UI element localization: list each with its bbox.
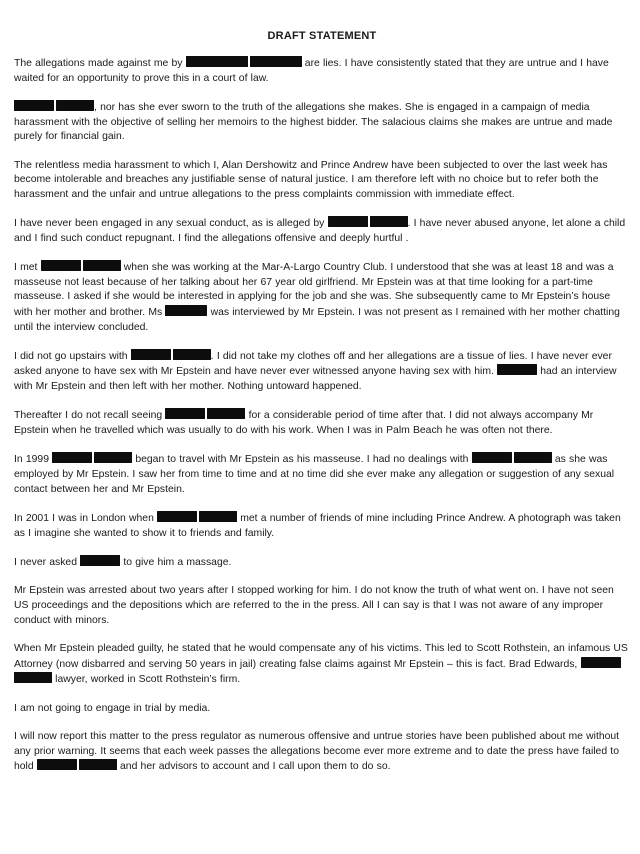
redaction-block: [173, 349, 211, 360]
redaction-block: [83, 260, 121, 271]
redaction-block: [94, 452, 132, 463]
paragraph-text: are lies. I have consistently stated that they are untrue and I have waited for an opportunity to prove this in a court of law.: [14, 58, 609, 84]
paragraph-text: The allegations made against me by: [14, 58, 186, 69]
paragraph-text: was interviewed by Mr Epstein. I was not present as I remained with her mother chatting until the interview concluded.: [14, 306, 620, 333]
statement-paragraph: [14, 511, 630, 541]
paragraph-text: I did not go upstairs with: [14, 350, 131, 362]
statement-paragraph: [14, 100, 630, 145]
paragraph-text: met a number of friends of mine including Prince Andrew. A photograph was taken as I imagine she wanted to show it to friends and family.: [14, 513, 621, 539]
statement-paragraph: [14, 216, 630, 246]
redaction-block: [514, 452, 552, 463]
redaction-block: [165, 408, 205, 419]
paragraph-text: I have never been engaged in any sexual conduct, as is alleged by: [14, 218, 328, 230]
paragraph-text: Thereafter I do not recall seeing: [14, 410, 166, 422]
paragraph-text: I met: [14, 262, 41, 274]
redaction-block: [472, 452, 512, 463]
paragraph-text: When Mr Epstein pleaded guilty, he stated that he would compensate any of his victims. This led to Scott Rothstein, an infamous US Attorney (now disbarred and serving 50 years in jail) creating false claims against Mr Epstein – this is fact. Brad Edwards,: [14, 642, 628, 670]
statement-paragraph: [14, 56, 630, 86]
statement-paragraph: [14, 159, 630, 203]
redaction-block: [14, 672, 52, 683]
redaction-block: [165, 305, 207, 316]
paragraph-text: The relentless media harassment to which I, Alan Dershowitz and Prince Andrew have been subjected to over the last week has become intolerable and breaches any justifiable sense of natural justice. I am therefore left with no choice but to refer both the harassment and the unfair and untrue allegations to the press complaints commission with immediate effect.: [14, 159, 608, 200]
statement-paragraph: [14, 452, 630, 497]
paragraph-text: had an interview with Mr Epstein and then left with her mother. Nothing untoward happened.: [14, 366, 617, 393]
redaction-block: [497, 364, 537, 375]
statement-paragraph: [14, 260, 630, 335]
statement-paragraph: [14, 702, 630, 717]
redaction-block: [157, 511, 197, 522]
redaction-block: [131, 349, 171, 360]
statement-paragraph: [14, 349, 630, 395]
redaction-block: [370, 216, 408, 227]
paragraph-text: began to travel with Mr Epstein as his masseuse. I had no dealings with: [132, 454, 472, 466]
redaction-block: [37, 759, 77, 770]
redaction-block: [328, 216, 368, 227]
paragraph-text: Mr Epstein was arrested about two years after I stopped working for him. I do not know the truth of what went on. I have not seen US proceedings and the depositions which are referred to the in the press. All I can say is that I was not aware of any improper conduct with minors.: [14, 585, 614, 626]
redaction-block: [207, 408, 245, 419]
paragraph-text: In 1999: [14, 454, 53, 466]
paragraph-text: , nor has she ever sworn to the truth of the allegations she makes. She is engaged in a campaign of media harassment with the objective of selling her memoirs to the highest bidder. The salacious claims she makes are untrue and made purely for financial gain.: [14, 101, 613, 143]
paragraph-text: I never asked: [14, 557, 81, 569]
redaction-block: [14, 100, 54, 111]
redaction-block: [52, 452, 92, 463]
paragraph-text: . I did not take my clothes off and her allegations are a tissue of lies. I have never ever asked anyone to have sex with Mr Epstein and have never ever witnessed anyone having sex with him.: [14, 350, 612, 378]
statement-paragraph: [14, 730, 630, 775]
paragraph-text: and her advisors to account and I call upon them to do so.: [116, 761, 391, 773]
paragraph-text: I am not going to engage in trial by media.: [14, 702, 211, 714]
paragraph-text: for a considerable period of time after that. I did not always accompany Mr Epstein when he travelled which was usually to do with his work. When I was in Palm Beach he was often not there.: [14, 410, 594, 437]
paragraph-text: when she was working at the Mar-A-Largo Country Club. I understood that she was at least 18 and was a masseuse not least because of her talking about her 67 year old girlfriend. Mr Epstein was at that time looking for a part-time masseuse. I asked if she would be interested in applying for the job and she was. She subsequently came to Mr Epstein’s house with her mother and brother. Ms: [14, 262, 614, 318]
paragraph-text: lawyer, worked in Scott Rothstein’s firm.: [52, 674, 241, 686]
document-body: [14, 56, 630, 775]
redaction-block: [581, 657, 621, 668]
document-title: DRAFT STATEMENT: [267, 30, 377, 42]
redaction-block: [199, 511, 237, 522]
statement-paragraph: [14, 642, 630, 688]
redaction-block: [250, 56, 302, 67]
statement-paragraph: [14, 408, 630, 438]
paragraph-text: as she was employed by Mr Epstein. I saw her from time to time and at no time did she ever make any allegation or suggestion of any sexual contact between her and Mr Epstein.: [14, 454, 615, 495]
paragraph-text: . I have never abused anyone, let alone a child and I find such conduct repugnant. I find the allegations offensive and deeply hurtful .: [14, 218, 626, 244]
statement-paragraph: [14, 584, 630, 628]
paragraph-text: to give him a massage.: [120, 557, 232, 569]
statement-paragraph: [14, 555, 630, 571]
redaction-block: [41, 260, 81, 271]
paragraph-text: I will now report this matter to the press regulator as numerous offensive and untrue stories have been published about me without any prior warning. It seems that each week passes the allegations become ever more extreme and to date the press have failed to hold: [14, 730, 620, 773]
paragraph-text: In 2001 I was in London when: [14, 513, 158, 525]
redaction-block: [186, 56, 248, 67]
redaction-block: [79, 759, 117, 770]
redaction-block: [80, 555, 120, 566]
redaction-block: [56, 100, 94, 111]
